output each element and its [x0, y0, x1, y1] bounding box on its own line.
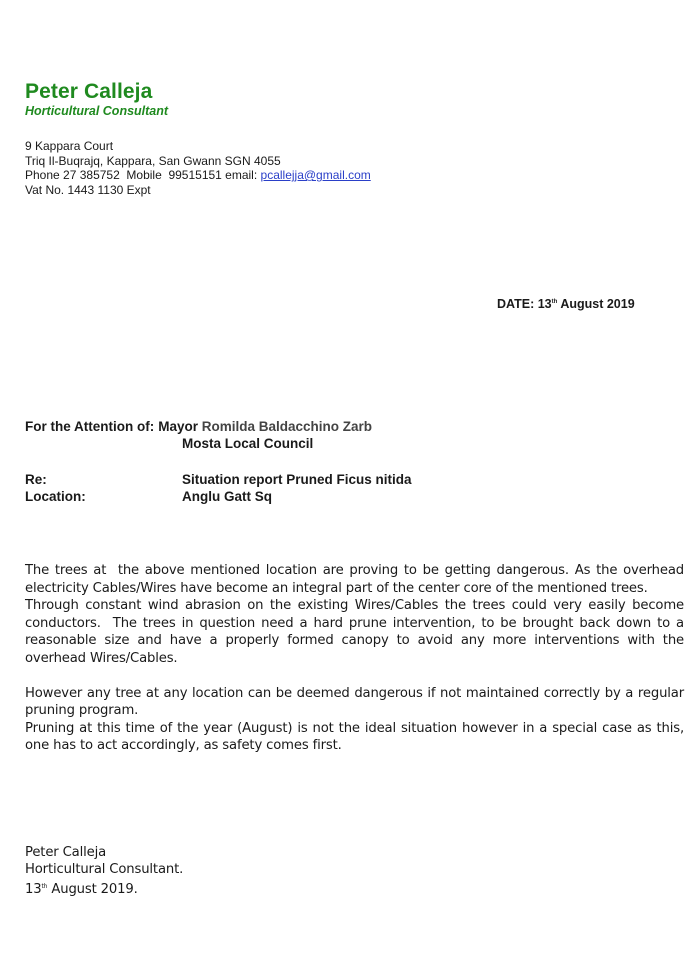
contact-line: [25, 168, 371, 183]
date-rest: August 2019: [557, 297, 635, 311]
body-paragraph: Pruning at this time of the year (August) is not the ideal situation however in a special case as this, one has to act accordingly, as safety comes first.: [25, 720, 684, 753]
signature-title: Horticultural Consultant.: [25, 862, 184, 877]
sender-name: Peter Calleja: [25, 80, 153, 103]
attention-row: [25, 418, 412, 435]
re-label: Re:: [25, 472, 47, 487]
signature-date-rest: August 2019.: [47, 882, 138, 897]
letter-date: [497, 297, 635, 311]
address-line-1: 9 Kappara Court: [25, 139, 114, 153]
attention-org: Mosta Local Council: [182, 436, 314, 451]
re-row: [25, 471, 412, 488]
body-paragraph: Through constant wind abrasion on the existing Wires/Cables the trees could very easily become conductors. The trees in question need a hard prune intervention, to be brought back down to a reasonable size and have a properly formed canopy to avoid any more interventions with the overhead Wires/Cables.: [25, 598, 689, 666]
location-label: Location:: [25, 489, 86, 504]
signature-date: [25, 878, 183, 898]
attention-org-row: [25, 435, 412, 452]
signature-date-ordinal: th: [41, 883, 48, 890]
vat-number: Vat No. 1443 1130 Expt: [25, 182, 151, 197]
attention-prefix: Mayor: [158, 419, 202, 434]
paragraph-spacer: [25, 667, 684, 685]
date-ordinal: th: [551, 299, 558, 305]
location-value: Anglu Gatt Sq: [182, 489, 272, 504]
re-value: Situation report Pruned Ficus nitida: [182, 472, 412, 487]
letter-body: [25, 562, 689, 755]
spacer: [25, 452, 412, 471]
attention-label: For the Attention of:: [25, 419, 155, 434]
address-line-2: Triq Il-Buqrajq, Kappara, San Gwann SGN 4055: [25, 153, 281, 168]
body-paragraph: The trees at the above mentioned location are proving to be getting dangerous. As the overhead electricity Cables/Wires have become an integral part of the center core of the mentioned trees.: [25, 563, 689, 596]
phone-text: Phone 27 385752 Mobile 99515151 email:: [25, 168, 261, 182]
sender-address: [25, 139, 371, 197]
letterhead: [25, 80, 371, 197]
date-label: DATE: 13: [497, 297, 552, 311]
email-link[interactable]: pcallejja@gmail.com: [260, 168, 371, 182]
attention-name: Romilda Baldacchino Zarb: [201, 419, 373, 434]
letter-meta: [25, 418, 412, 505]
signature-name: Peter Calleja: [25, 845, 107, 860]
attention-value: [158, 418, 372, 435]
body-paragraph: However any tree at any location can be deemed dangerous if not maintained correctly by a regular pruning program.: [25, 685, 684, 718]
sender-title: Horticultural Consultant: [25, 104, 169, 118]
location-row: [25, 488, 412, 505]
signature-date-day: 13: [25, 882, 42, 897]
signature-block: [25, 844, 183, 898]
